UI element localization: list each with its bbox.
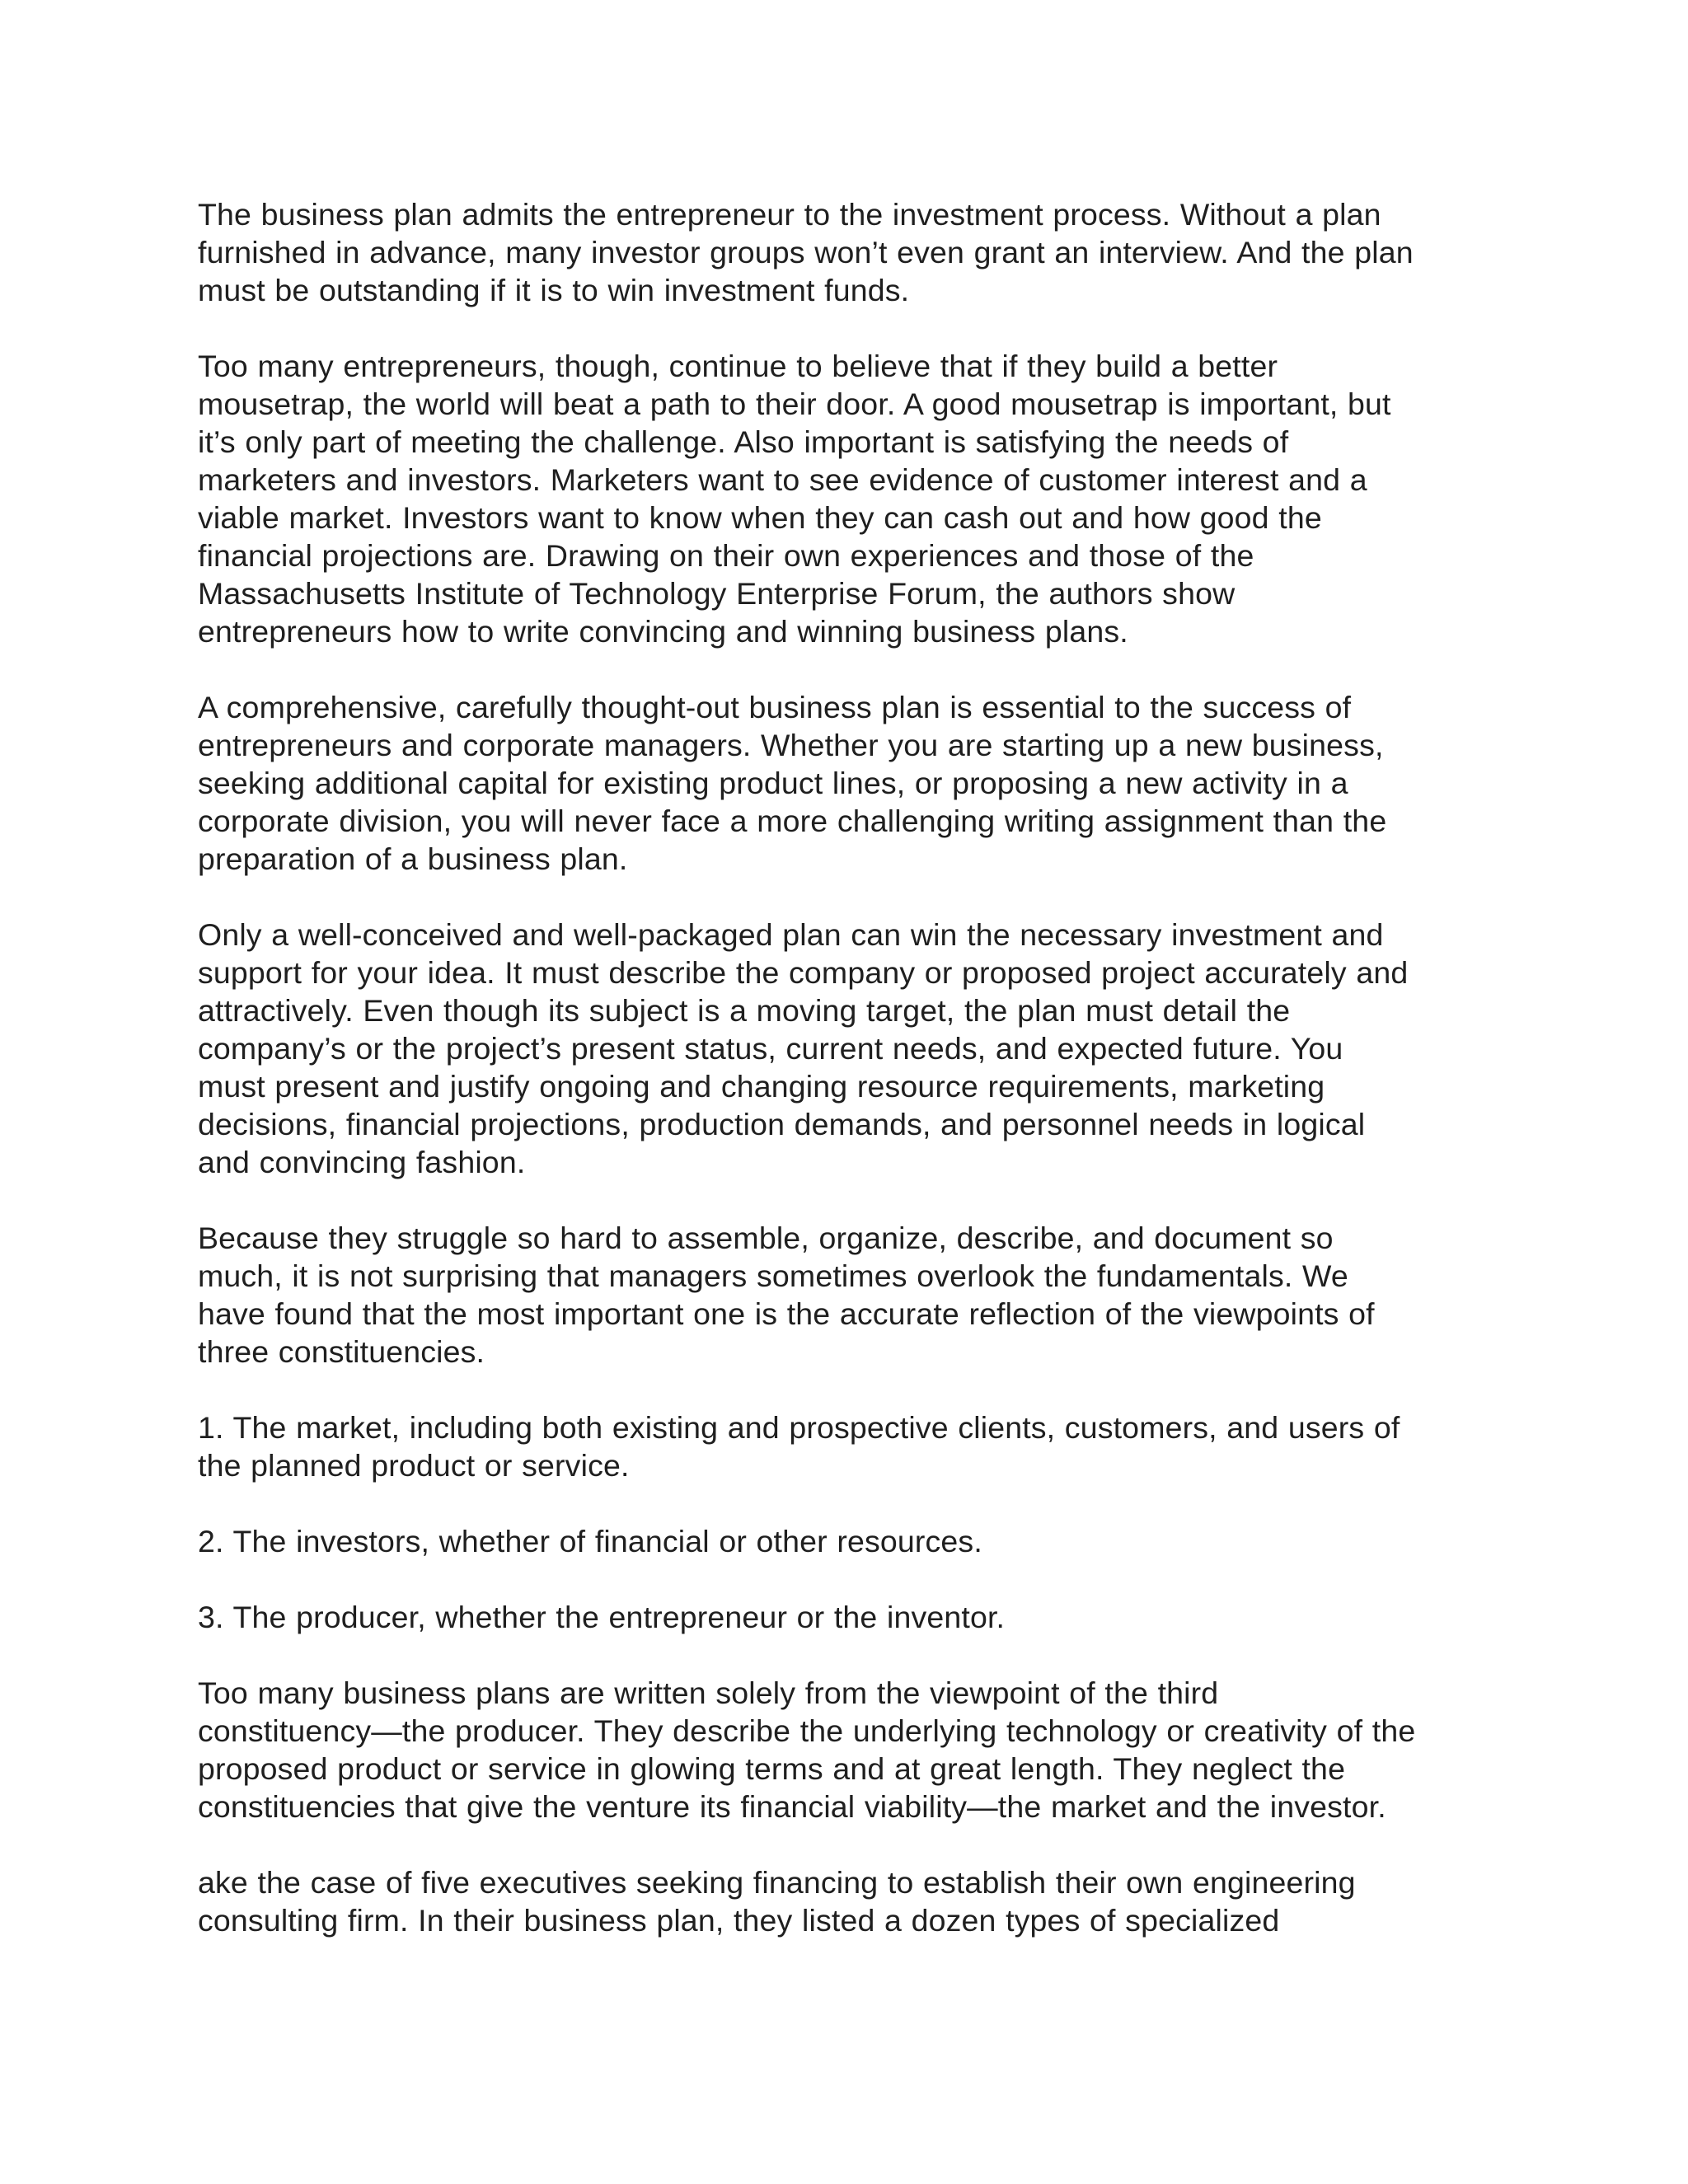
text-line: the planned product or service.	[198, 1448, 630, 1483]
text-line: preparation of a business plan.	[198, 841, 628, 876]
text-line: entrepreneurs how to write convincing and winning business plans.	[198, 614, 1128, 649]
text-line: must be outstanding if it is to win investment funds.	[198, 273, 910, 307]
text-line: support for your idea. It must describe the company or proposed project accurately and	[198, 955, 1409, 990]
text-line: marketers and investors. Marketers want to see evidence of customer interest and a	[198, 462, 1367, 497]
document-body	[198, 195, 1484, 1977]
text-line: 2. The investors, whether of financial or other resources.	[198, 1524, 982, 1558]
text-line: and convincing fashion.	[198, 1145, 526, 1179]
text-line: it’s only part of meeting the challenge. Also important is satisfying the needs of	[198, 424, 1289, 459]
text-line: constituency—the producer. They describe the underlying technology or creativity of the	[198, 1713, 1416, 1748]
text-line: furnished in advance, many investor groups won’t even grant an interview. And the plan	[198, 235, 1414, 269]
paragraph-2	[198, 347, 1484, 650]
text-line: attractively. Even though its subject is a moving target, the plan must detail the	[198, 993, 1291, 1028]
text-line: decisions, financial projections, production demands, and personnel needs in logical	[198, 1107, 1366, 1141]
text-line: proposed product or service in glowing terms and at great length. They neglect the	[198, 1751, 1346, 1786]
text-line: consulting firm. In their business plan, they listed a dozen types of specialized	[198, 1903, 1280, 1938]
text-line: 3. The producer, whether the entrepreneur or the inventor.	[198, 1600, 1006, 1634]
paragraph-1	[198, 195, 1484, 309]
paragraph-4	[198, 916, 1484, 1181]
text-line: Because they struggle so hard to assemble, organize, describe, and document so	[198, 1221, 1334, 1255]
text-line: ake the case of five executives seeking financing to establish their own engineering	[198, 1865, 1356, 1900]
text-line: A comprehensive, carefully thought-out business plan is essential to the success of	[198, 690, 1352, 724]
text-line: company’s or the project’s present status, current needs, and expected future. You	[198, 1031, 1343, 1066]
text-line: entrepreneurs and corporate managers. Whether you are starting up a new business,	[198, 728, 1384, 762]
text-line: three constituencies.	[198, 1334, 485, 1369]
text-line: Too many business plans are written solely from the viewpoint of the third	[198, 1675, 1219, 1710]
text-line: Massachusetts Institute of Technology Enterprise Forum, the authors show	[198, 576, 1236, 611]
text-line: The business plan admits the entrepreneur to the investment process. Without a plan	[198, 197, 1381, 232]
text-line: viable market. Investors want to know when they can cash out and how good the	[198, 500, 1322, 535]
text-line: must present and justify ongoing and changing resource requirements, marketing	[198, 1069, 1325, 1104]
paragraph-6	[198, 1674, 1484, 1825]
list-item-1	[198, 1408, 1484, 1484]
text-line: Too many entrepreneurs, though, continue to believe that if they build a better	[198, 349, 1278, 383]
list-item-2	[198, 1522, 1484, 1560]
text-line: 1. The market, including both existing and prospective clients, customers, and users of	[198, 1410, 1400, 1445]
text-line: much, it is not surprising that managers sometimes overlook the fundamentals. We	[198, 1258, 1348, 1293]
text-line: seeking additional capital for existing product lines, or proposing a new activity in a	[198, 766, 1348, 800]
text-line: have found that the most important one is the accurate reflection of the viewpoints of	[198, 1296, 1375, 1331]
text-line: constituencies that give the venture its financial viability—the market and the investor.	[198, 1789, 1386, 1824]
paragraph-5	[198, 1219, 1484, 1371]
list-item-3	[198, 1598, 1484, 1636]
text-line: mousetrap, the world will beat a path to their door. A good mousetrap is important, but	[198, 387, 1391, 421]
text-line: Only a well-conceived and well-packaged plan can win the necessary investment and	[198, 917, 1384, 952]
text-line: financial projections are. Drawing on their own experiences and those of the	[198, 538, 1254, 573]
paragraph-7	[198, 1863, 1484, 1939]
text-line: corporate division, you will never face a more challenging writing assignment than the	[198, 804, 1387, 838]
paragraph-3	[198, 688, 1484, 878]
